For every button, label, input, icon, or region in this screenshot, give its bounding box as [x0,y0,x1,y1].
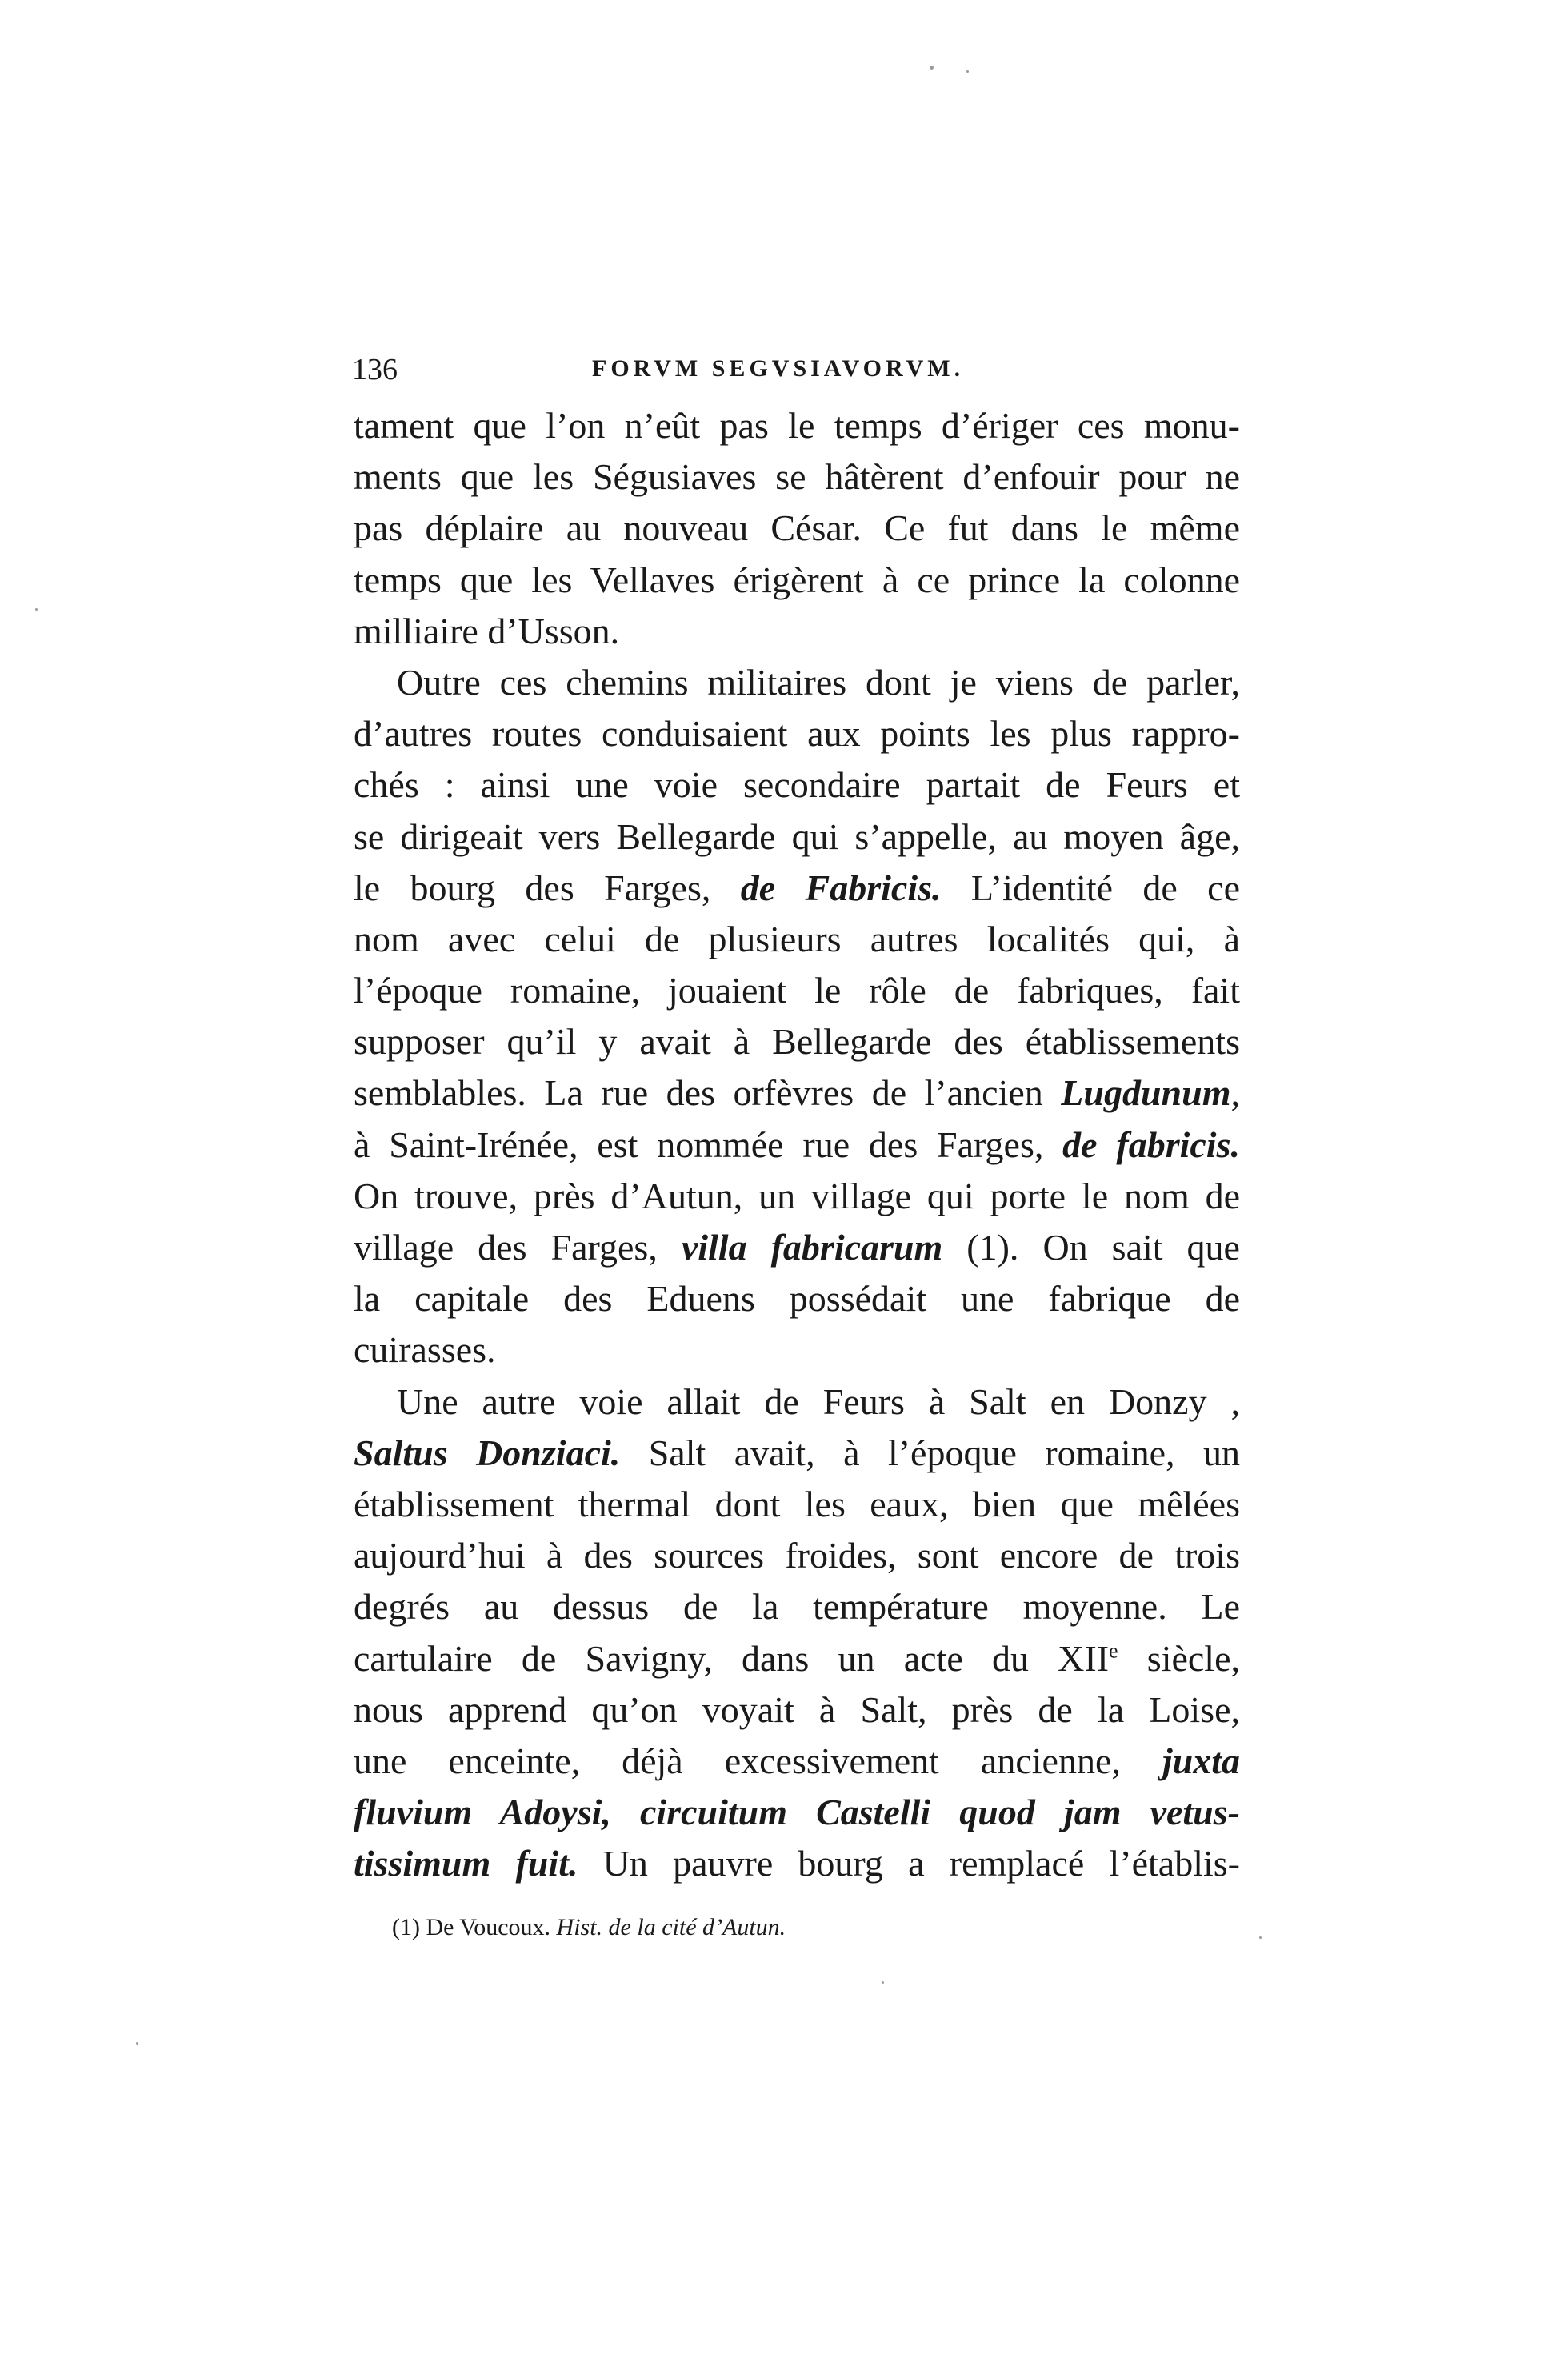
text-run: Un pauvre bourg a remplacé l’établis- [578,1843,1240,1884]
text-run: , [1230,1072,1240,1114]
text-run: L’identité de ce [941,867,1240,908]
superscript: e [1109,1639,1118,1663]
text-run: village des Farges, [354,1227,682,1268]
italic-term: de Fabricis. [740,867,942,908]
text-line [354,1428,1240,1479]
text-line: tament que l’on n’eût pas le temps d’ériger ces monu- [354,405,1240,446]
text-line: supposer qu’il y avait à Bellegarde des établissements [354,1021,1240,1063]
text-line: cuirasses. [354,1329,496,1371]
running-head [352,352,1240,397]
text-line: Outre ces chemins militaires dont je viens de parler, [397,661,1240,703]
text-run: Salt avait, à l’époque romaine, un [620,1432,1240,1473]
text-line: chés : ainsi une voie secondaire partait de Feurs et [354,764,1240,806]
text-line: l’époque romaine, jouaient le rôle de fabriques, fait [354,970,1240,1011]
text-line [354,1119,1240,1171]
text-run: (1). On sait que [942,1227,1240,1268]
scan-speck [136,2042,138,2045]
scan-speck [930,66,934,70]
italic-term: Saltus Donziaci. [354,1432,621,1473]
footnote [392,1914,786,1941]
text-run: à Saint-Irénée, est nommée rue des Farges, [354,1123,1063,1165]
text-run: le bourg des Farges, [354,867,741,908]
footnote-source: Hist. de la cité d’Autun. [556,1914,786,1940]
text-run: semblables. La rue des orfèvres de l’ancien [354,1072,1062,1114]
running-title: FORVM SEGVSIAVORVM. [592,355,965,382]
text-line: Une autre voie allait de Feurs à Salt en Donzy , [397,1380,1240,1422]
text-line: se dirigeait vers Bellegarde qui s’appelle, au moyen âge, [354,815,1240,857]
scan-speck [882,1981,884,1984]
text-line: fluvium Adoysi, circuitum Castelli quod jam vetus- [354,1792,1240,1833]
text-line: établissement thermal dont les eaux, bien que mêlées [354,1483,1240,1524]
italic-term: villa fabricarum [681,1227,943,1268]
text-line [354,1736,1240,1787]
text-line [354,1222,1240,1273]
text-line: aujourd’hui à des sources froides, sont encore de trois [354,1535,1240,1576]
text-run: siècle, [1118,1637,1240,1679]
page-number: 136 [352,353,398,386]
text-line: pas déplaire au nouveau César. Ce fut dans le même [354,507,1240,549]
text-line: milliaire d’Usson. [354,610,620,651]
text-line [354,863,1240,914]
text-line: d’autres routes conduisaient aux points les plus rappro- [354,713,1240,755]
text-line [354,1838,1240,1889]
text-line [354,1067,1240,1119]
italic-term: juxta [1162,1740,1240,1781]
text-run: cartulaire de Savigny, dans un acte du XII [354,1637,1110,1679]
text-line: nous apprend qu’on voyait à Salt, près de la Loise, [354,1688,1240,1730]
text-line: temps que les Vellaves érigèrent à ce prince la colonne [354,559,1240,600]
text-line: nom avec celui de plusieurs autres localités qui, à [354,918,1240,959]
italic-term: de fabricis. [1062,1123,1240,1165]
italic-term: Lugdunum [1061,1072,1231,1114]
text-line: On trouve, près d’Autun, un village qui porte le nom de [354,1175,1240,1216]
text-line: degrés au dessus de la température moyenne. Le [354,1586,1240,1628]
text-line [354,1633,1240,1684]
footnote-text: (1) De Voucoux. [392,1914,557,1940]
scan-speck [966,70,969,73]
body-text [354,400,1240,1889]
text-line: la capitale des Eduens possédait une fabrique de [354,1278,1240,1320]
scan-speck [35,608,38,611]
text-run: une enceinte, déjà excessivement ancienne, [354,1740,1162,1781]
italic-term: tissimum fuit. [354,1843,578,1884]
scan-speck [1259,1936,1262,1939]
text-line: ments que les Ségusiaves se hâtèrent d’enfouir pour ne [354,456,1240,498]
